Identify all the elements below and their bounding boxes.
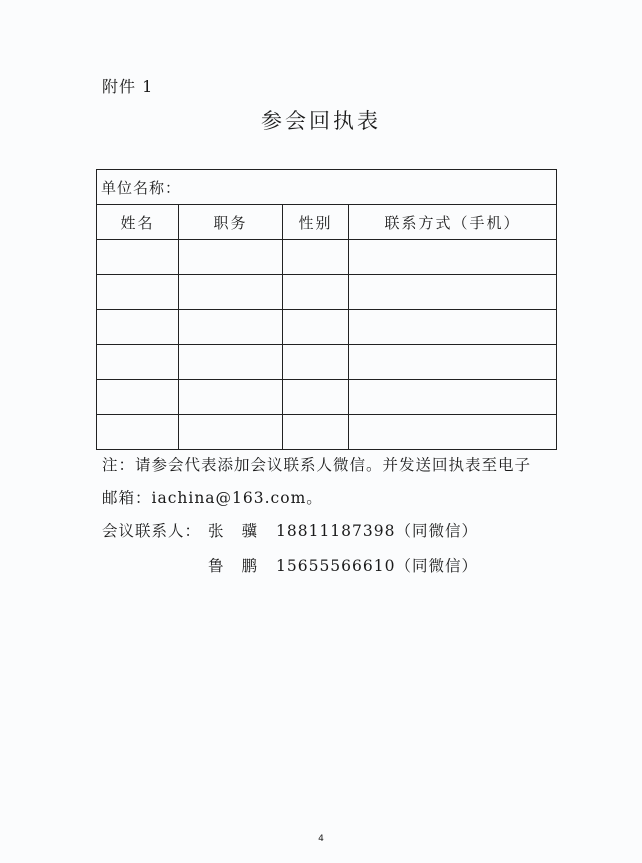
page-number: 4 <box>318 834 324 844</box>
position-cell[interactable] <box>179 275 283 310</box>
header-gender: 性别 <box>283 205 349 240</box>
contact-cell[interactable] <box>349 380 557 415</box>
name-cell[interactable] <box>97 240 179 275</box>
gender-cell[interactable] <box>283 310 349 345</box>
gender-cell[interactable] <box>283 345 349 380</box>
header-contact: 联系方式（手机） <box>349 205 557 240</box>
table-row <box>97 275 557 310</box>
note-line-1: 注：请参会代表添加会议联系人微信。并发送回执表至电子 <box>102 456 532 474</box>
name-cell[interactable] <box>97 310 179 345</box>
attachment-label: 附件 1 <box>102 77 154 96</box>
contact-1-name: 张骥 <box>208 522 276 540</box>
position-cell[interactable] <box>179 240 283 275</box>
name-cell[interactable] <box>97 345 179 380</box>
contact-cell[interactable] <box>349 345 557 380</box>
gender-cell[interactable] <box>283 415 349 450</box>
gender-cell[interactable] <box>283 240 349 275</box>
note-line-2: 邮箱：iachina@163.com。 <box>102 489 323 507</box>
table-row <box>97 240 557 275</box>
contacts-label: 会议联系人： <box>102 522 202 540</box>
gender-cell[interactable] <box>283 275 349 310</box>
header-position: 职务 <box>179 205 283 240</box>
position-cell[interactable] <box>179 380 283 415</box>
receipt-table <box>96 169 557 450</box>
contact-cell[interactable] <box>349 275 557 310</box>
contact-2-name: 鲁鹏 <box>208 557 276 575</box>
table-row <box>97 380 557 415</box>
unit-name-row <box>97 170 557 205</box>
contact-cell[interactable] <box>349 415 557 450</box>
name-cell[interactable] <box>97 415 179 450</box>
header-name: 姓名 <box>97 205 179 240</box>
name-cell[interactable] <box>97 380 179 415</box>
contact-cell[interactable] <box>349 240 557 275</box>
position-cell[interactable] <box>179 310 283 345</box>
table-row <box>97 310 557 345</box>
page-title: 参会回执表 <box>261 109 381 133</box>
contact-1-phone: 18811187398（同微信） <box>276 522 478 540</box>
contact-cell[interactable] <box>349 310 557 345</box>
name-cell[interactable] <box>97 275 179 310</box>
position-cell[interactable] <box>179 415 283 450</box>
unit-name-cell[interactable]: 单位名称： <box>97 170 557 205</box>
table-row <box>97 345 557 380</box>
position-cell[interactable] <box>179 345 283 380</box>
table-row <box>97 415 557 450</box>
table-header-row <box>97 205 557 240</box>
contact-2-phone: 15655566610（同微信） <box>276 557 478 575</box>
gender-cell[interactable] <box>283 380 349 415</box>
